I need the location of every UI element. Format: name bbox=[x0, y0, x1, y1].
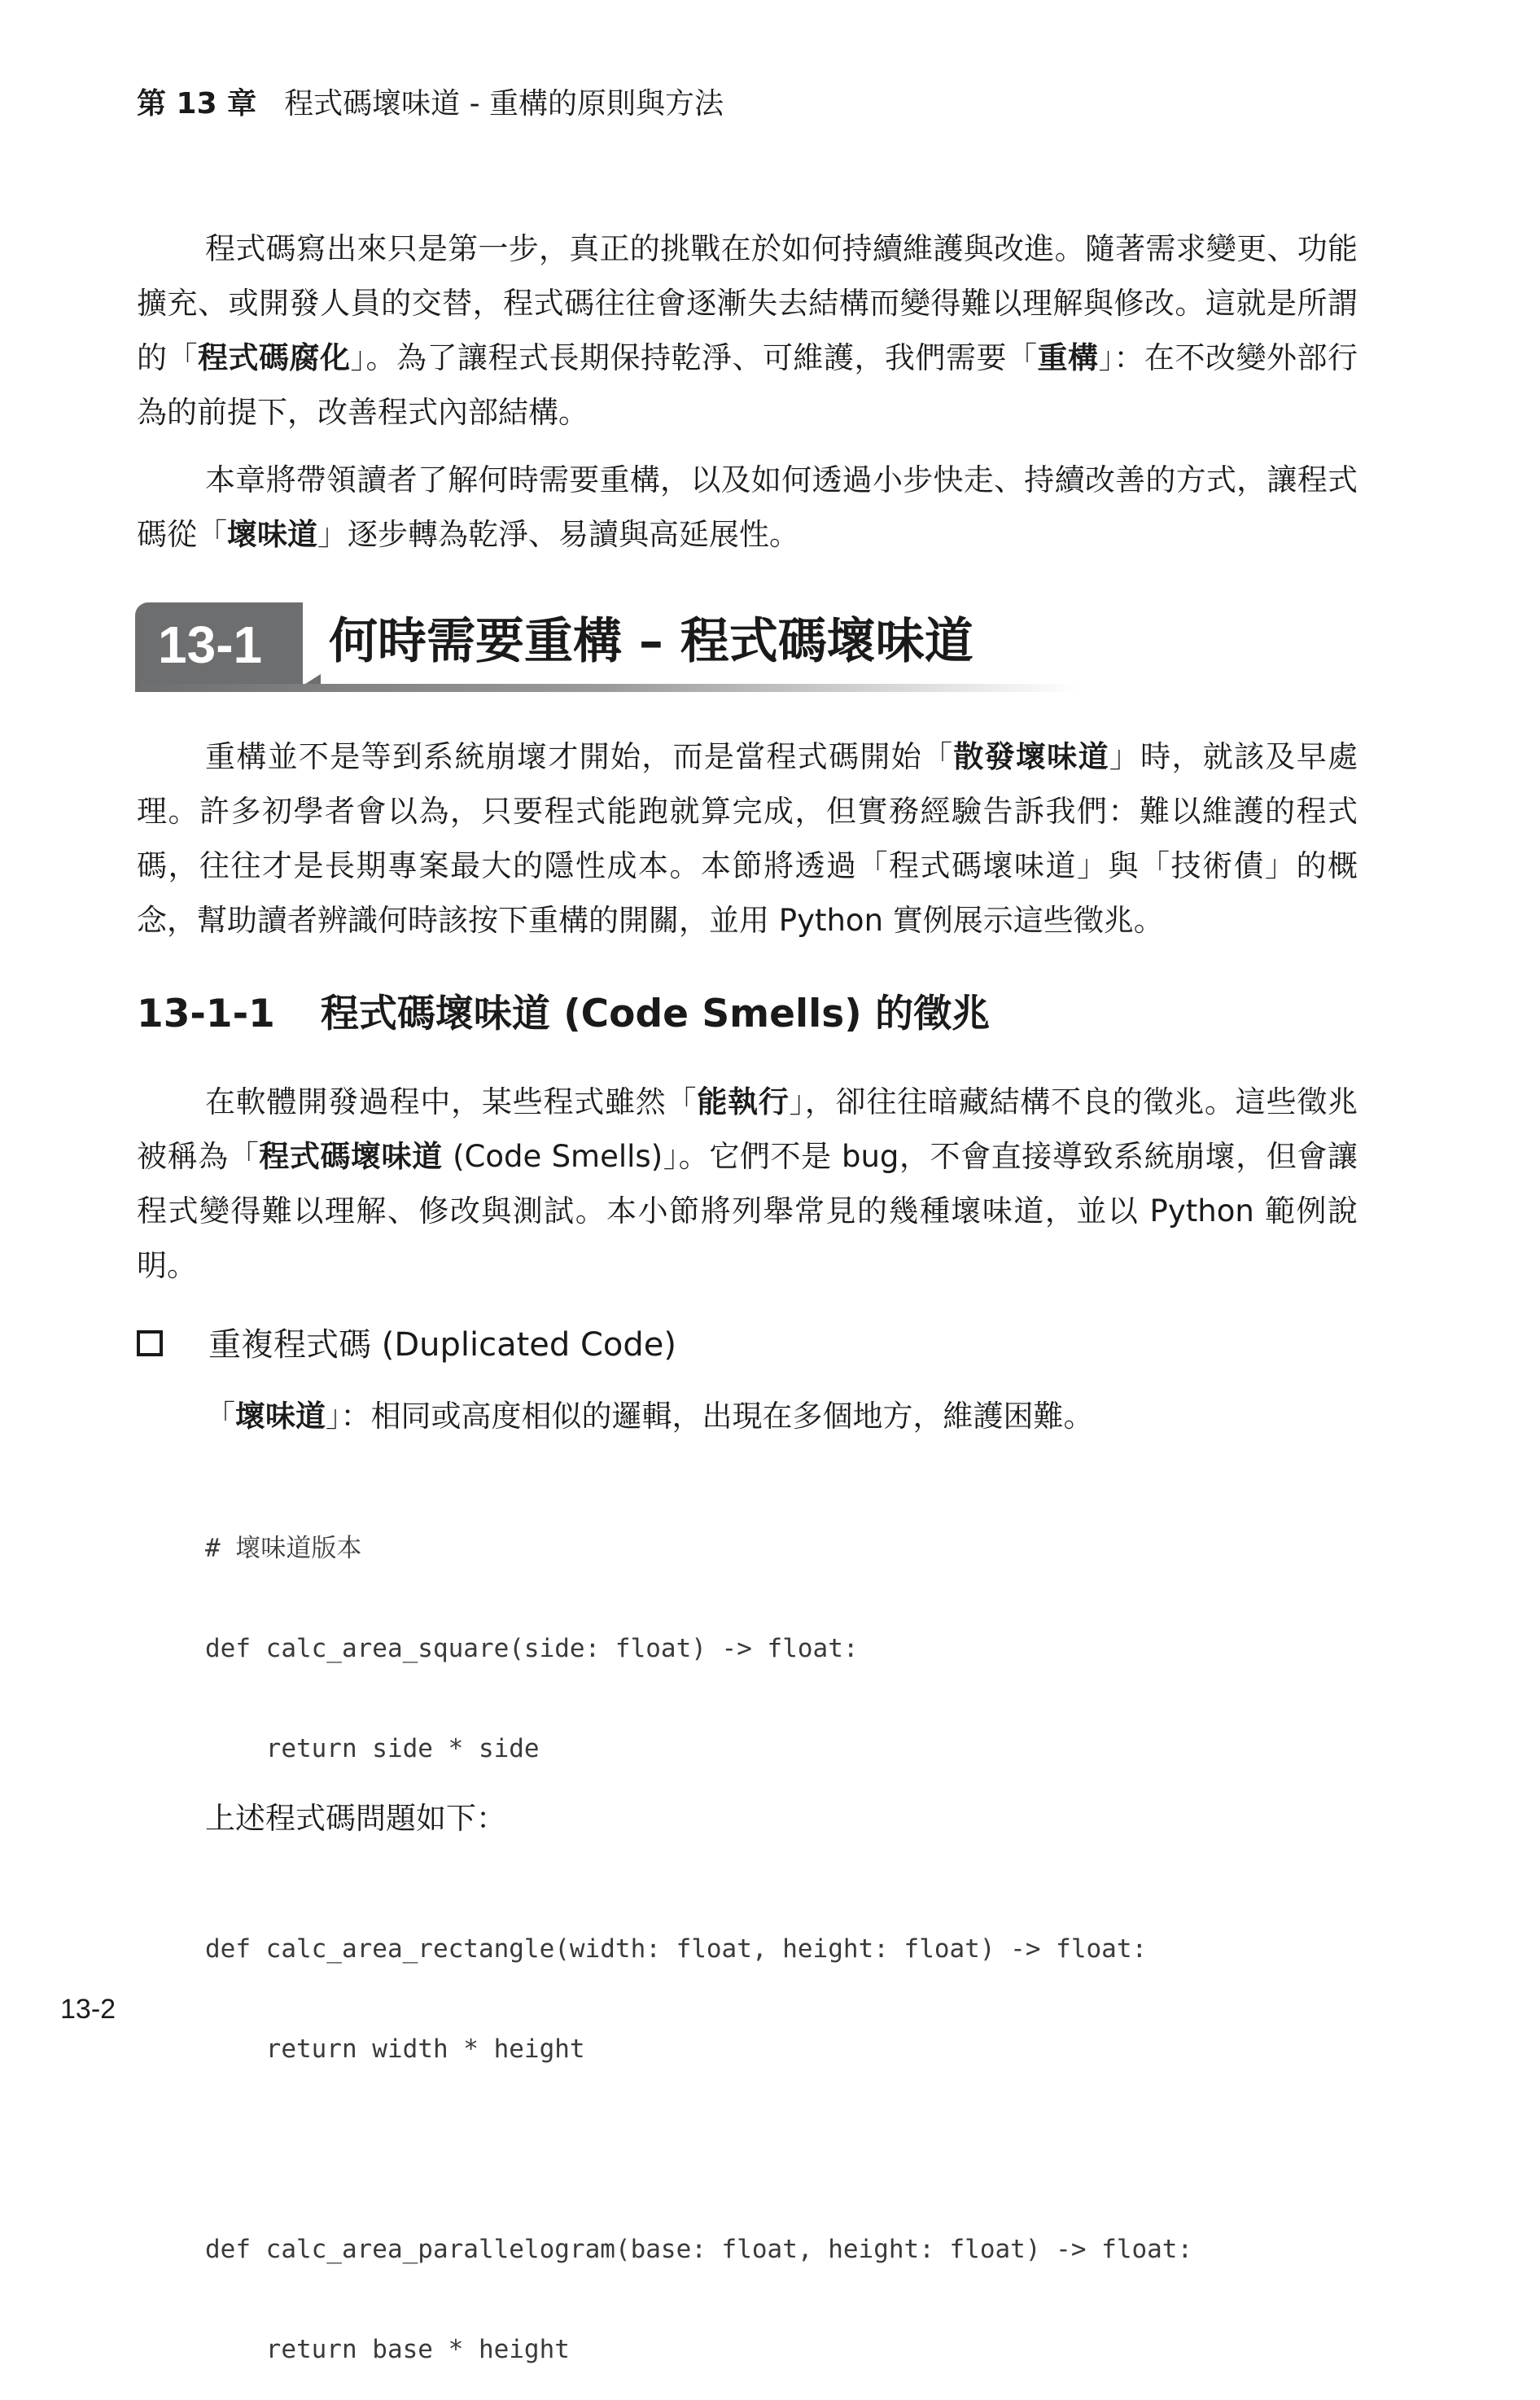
code-line: def calc_area_square(side: float) -> float: bbox=[205, 1634, 859, 1663]
section-para-text-a: 重構並不是等到系統崩壞才開始，而是當程式碼開始「 bbox=[205, 739, 954, 774]
subsection-para-bold-smell: 程式碼壞味道 bbox=[259, 1139, 443, 1174]
smell-open-bracket: 「 bbox=[205, 1399, 235, 1434]
section-paragraph bbox=[137, 729, 1358, 948]
intro-p1-text-c: 」。為了讓程式長期保持乾淨、可維護，我們需要「 bbox=[350, 340, 1038, 375]
bullet-title: 重複程式碼 (Duplicated Code) bbox=[208, 1326, 676, 1364]
subsection-para-text-a: 在軟體開發過程中，某些程式雖然「 bbox=[205, 1084, 698, 1119]
subsection-para-text-c: 」，卻往往暗藏結構不良的徵兆。這些徵兆被稱為「 bbox=[137, 1084, 1358, 1174]
smell-text: 」：相同或高度相似的邏輯，出現在多個地方，維護困難。 bbox=[326, 1399, 1094, 1434]
page-number: 13-2 bbox=[60, 1994, 116, 2025]
code-line: # 壞味道版本 bbox=[205, 1534, 362, 1563]
code-line: def calc_area_parallelogram(base: float, height: float) -> float: bbox=[205, 2235, 1193, 2264]
smell-label: 壞味道 bbox=[235, 1399, 326, 1434]
section-title: 何時需要重構 – 程式碼壞味道 bbox=[329, 613, 973, 670]
running-head bbox=[137, 85, 724, 124]
section-number-badge bbox=[135, 602, 303, 685]
subsection-heading bbox=[137, 988, 990, 1040]
section-number: 13-1 bbox=[158, 615, 263, 674]
section-para-text-c: 」時，就該及早處理。許多初學者會以為，只要程式能跑就算完成，但實務經驗告訴我們：難以維護的程式碼，往往才是長期專案最大的隱性成本。本節將透過「程式碼壞味道」與「技術債」的概念，幫助讀者辨識何時該按下重構的開關，並用 Python 實例展示這些徵兆。 bbox=[137, 739, 1358, 938]
intro-p1-text-e: 」：在不改變外部行為的前提下，改善程式內部結構。 bbox=[137, 340, 1358, 430]
code-block bbox=[205, 1465, 1192, 2400]
intro-paragraph-1 bbox=[137, 221, 1358, 440]
smell-description bbox=[205, 1394, 1094, 1439]
subsection-para-bold-runs: 能執行 bbox=[697, 1084, 790, 1119]
intro-paragraph-2 bbox=[137, 453, 1358, 562]
intro-p1-bold-code-rot: 程式碼腐化 bbox=[198, 340, 351, 375]
intro-p1-text-a: 程式碼寫出來只是第一步，真正的挑戰在於如何持續維護與改進。隨著需求變更、功能擴充、或開發人員的交替，程式碼往往會逐漸失去結構而變得難以理解與修改。這就是所謂的「 bbox=[137, 231, 1358, 375]
code-line: return side * side bbox=[205, 1734, 540, 1763]
section-para-bold: 散發壞味道 bbox=[953, 739, 1109, 774]
chapter-label: 第 13 章 bbox=[137, 87, 257, 120]
checkbox-bullet-icon bbox=[137, 1330, 163, 1356]
chapter-title: 程式碼壞味道 - 重構的原則與方法 bbox=[284, 87, 724, 120]
code-line: return base * height bbox=[205, 2335, 570, 2364]
after-code-text: 上述程式碼問題如下： bbox=[205, 1801, 506, 1836]
intro-p2-text-a: 本章將帶領讀者了解何時需要重構，以及如何透過小步快走、持續改善的方式，讓程式碼從「 bbox=[137, 462, 1358, 552]
code-line: def calc_area_rectangle(width: float, height: float) -> float: bbox=[205, 1934, 1148, 1964]
section-underline bbox=[135, 684, 1079, 692]
subsection-title: 程式碼壞味道 (Code Smells) 的徵兆 bbox=[320, 992, 991, 1036]
intro-p1-bold-refactor: 重構 bbox=[1037, 340, 1099, 375]
subsection-number: 13-1-1 bbox=[137, 992, 275, 1036]
intro-p2-bold-smell: 壞味道 bbox=[227, 517, 317, 552]
intro-p2-text-c: 」逐步轉為乾淨、易讀與高延展性。 bbox=[317, 517, 799, 552]
subsection-paragraph bbox=[137, 1075, 1358, 1293]
bullet-heading bbox=[137, 1322, 676, 1368]
code-line: return width * height bbox=[205, 2034, 585, 2064]
code-line bbox=[205, 2133, 1192, 2166]
subsection-para-text-e: (Code Smells)」。它們不是 bug，不會直接導致系統崩壞，但會讓程式變得難以理解、修改與測試。本小節將列舉常見的幾種壞味道，並以 Python 範例說明。 bbox=[137, 1139, 1358, 1283]
